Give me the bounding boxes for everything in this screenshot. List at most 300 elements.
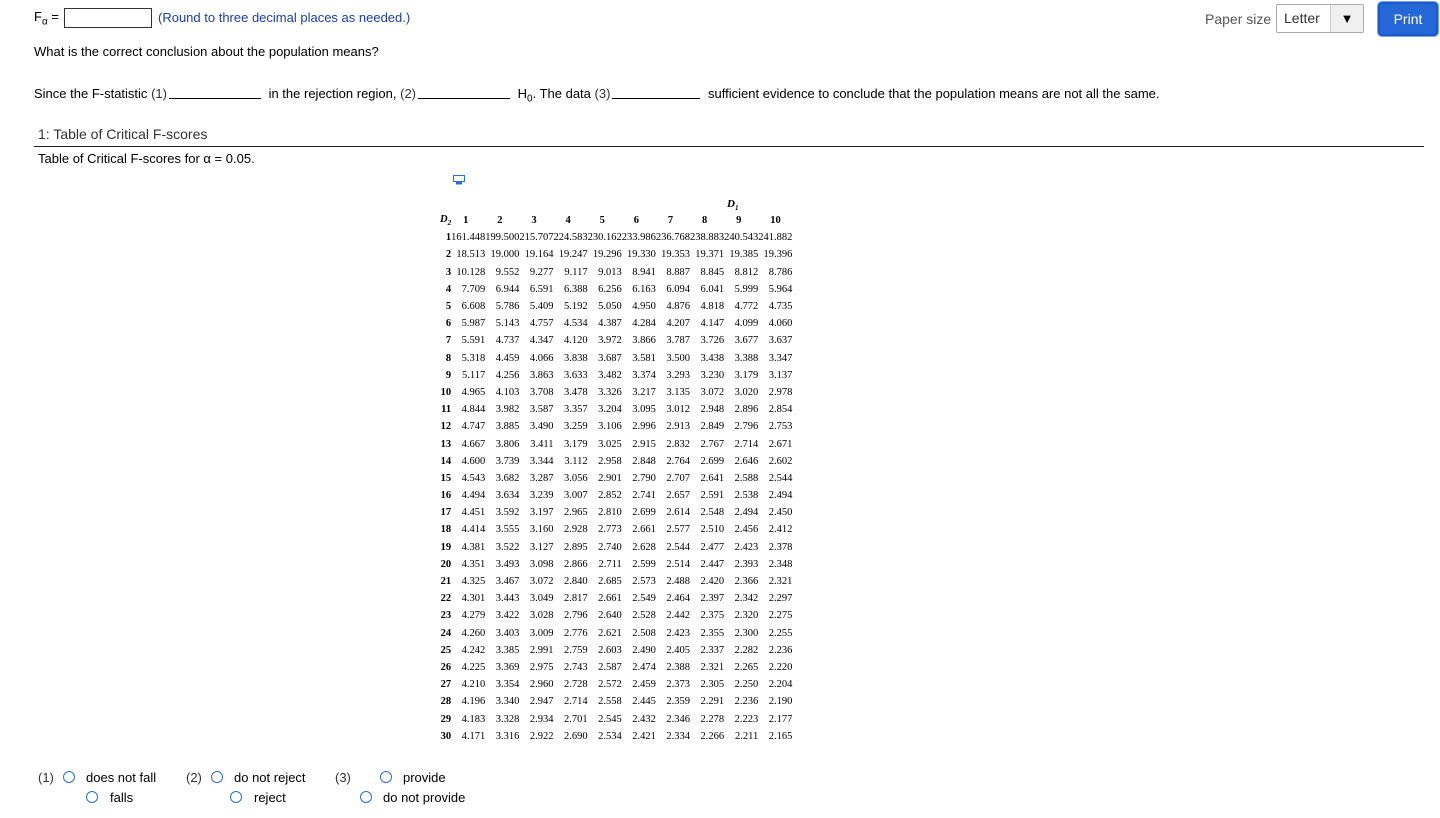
h0-symbol: $H_0$: [517, 86, 533, 105]
row-header-df: 18: [440, 524, 452, 536]
table-cell: 2.740: [598, 541, 622, 553]
table-cell: 18.513: [456, 249, 486, 261]
table-cell: 4.103: [495, 386, 520, 398]
table-cell: 4.120: [563, 335, 588, 347]
table-cell: 2.412: [768, 524, 793, 536]
table-cell: 4.950: [632, 301, 656, 313]
table-cell: 9.013: [598, 266, 622, 278]
row-header-df: 6: [445, 318, 452, 330]
table-cell: 2.603: [598, 644, 622, 656]
table-cell: 2.348: [768, 558, 793, 570]
table-row: [440, 453, 792, 470]
column-header: 7: [667, 215, 674, 227]
table-cell: 2.646: [734, 455, 759, 467]
column-header: 9: [736, 215, 742, 227]
table-row: [440, 367, 792, 384]
table-cell: 2.397: [700, 593, 725, 605]
table-cell: 3.020: [734, 386, 759, 398]
table-cell: 2.849: [700, 421, 725, 433]
table-cell: 4.147: [700, 318, 725, 330]
table-cell: 3.344: [529, 455, 554, 467]
table-cell: 3.806: [495, 438, 520, 450]
table-cell: 2.996: [632, 421, 656, 433]
table-cell: 19.353: [661, 249, 690, 261]
table-cell: 4.279: [461, 610, 486, 622]
table-cell: 2.588: [734, 472, 759, 484]
table-cell: 5.591: [461, 335, 486, 347]
table-row: [440, 728, 792, 745]
table-cell: 3.739: [495, 455, 520, 467]
blank-marker-3: (3): [594, 86, 611, 101]
table-cell: 19.000: [490, 249, 520, 261]
table-cell: 3.135: [666, 386, 690, 398]
table-cell: 3.072: [700, 386, 725, 398]
table-row: [440, 246, 792, 263]
table-cell: 2.901: [598, 472, 622, 484]
table-cell: 2.548: [700, 507, 725, 519]
table-cell: 5.409: [529, 301, 554, 313]
table-cell: 4.381: [461, 541, 486, 553]
row-header-df: 16: [440, 490, 452, 502]
table-cell: 4.459: [495, 352, 520, 364]
table-cell: 6.041: [700, 283, 725, 295]
table-cell: 2.848: [632, 455, 656, 467]
table-cell: 2.773: [598, 524, 622, 536]
row-header-df: 5: [445, 301, 452, 313]
table-cell: 5.050: [598, 301, 622, 313]
sentence-part-3: . The data: [532, 86, 591, 101]
table-cell: 2.947: [529, 696, 554, 708]
table-cell: 2.420: [700, 576, 725, 588]
option-do-not-provide[interactable]: do not provide: [383, 790, 466, 805]
table-cell: 2.510: [700, 524, 725, 536]
table-cell: 3.230: [700, 369, 725, 381]
table-cell: 2.810: [598, 507, 622, 519]
table-cell: 2.405: [666, 644, 690, 656]
table-cell: 5.143: [495, 318, 520, 330]
table-body: [440, 229, 792, 745]
row-header-df: 1: [445, 232, 452, 244]
table-cell: 161.448: [451, 232, 486, 244]
column-header: 10: [770, 215, 781, 227]
table-cell: 3.438: [700, 352, 725, 364]
table-cell: 2.514: [666, 558, 690, 570]
radio-does-not-fall[interactable]: [63, 771, 75, 783]
table-cell: 2.474: [632, 661, 656, 673]
question-text: What is the correct conclusion about the population means?: [34, 44, 379, 59]
table-row: [440, 710, 792, 727]
table-cell: 2.928: [563, 524, 588, 536]
table-cell: 2.538: [734, 490, 759, 502]
radio-provide[interactable]: [380, 771, 392, 783]
table-cell: 6.094: [666, 283, 690, 295]
table-cell: 3.112: [564, 455, 588, 467]
row-header-df: 17: [440, 507, 452, 519]
option-do-not-reject[interactable]: do not reject: [234, 770, 306, 785]
table-cell: 10.128: [456, 266, 486, 278]
table-cell: 3.179: [563, 438, 588, 450]
paper-size-select[interactable]: [1276, 4, 1364, 33]
table-cell: 2.423: [666, 627, 690, 639]
table-cell: 2.991: [529, 644, 554, 656]
table-cell: 4.387: [598, 318, 622, 330]
row-header-df: 24: [440, 627, 452, 639]
option-falls[interactable]: falls: [110, 790, 134, 805]
table-cell: 3.493: [495, 558, 520, 570]
table-row: [440, 590, 792, 607]
table-cell: 241.882: [758, 232, 793, 244]
table-cell: 3.347: [768, 352, 793, 364]
table-cell: 2.236: [768, 644, 793, 656]
table-cell: 2.896: [734, 404, 759, 416]
row-header-df: 7: [445, 335, 452, 347]
table-cell: 2.707: [666, 472, 690, 484]
table-cell: 2.699: [632, 507, 656, 519]
table-cell: 2.321: [700, 661, 725, 673]
table-cell: 4.543: [461, 472, 486, 484]
row-header-df: 27: [440, 679, 452, 691]
table-cell: 2.442: [666, 610, 690, 622]
table-cell: 2.236: [734, 696, 759, 708]
table-cell: 6.608: [461, 301, 486, 313]
blank-marker-2: (2): [400, 86, 417, 101]
table-cell: 2.948: [700, 404, 725, 416]
table-cell: 2.714: [563, 696, 588, 708]
f-score-grid: [440, 212, 792, 745]
table-cell: 2.711: [598, 558, 622, 570]
table-cell: 2.375: [700, 610, 725, 622]
row-header-df: 20: [440, 558, 452, 570]
table-cell: 2.854: [768, 404, 793, 416]
blank-3[interactable]: [612, 88, 700, 99]
print-button[interactable]: Print: [1378, 2, 1438, 36]
table-cell: 2.591: [700, 490, 725, 502]
row-header-df: 26: [440, 661, 452, 673]
radio-do-not-provide[interactable]: [360, 791, 372, 803]
table-cell: 2.753: [768, 421, 793, 433]
option-group-1-label: (1): [38, 770, 54, 785]
table-cell: 2.602: [768, 455, 793, 467]
row-header-df: 3: [445, 266, 452, 278]
table-row: [440, 281, 792, 298]
conclusion-sentence: [34, 86, 1160, 105]
table-cell: 8.812: [734, 266, 759, 278]
row-header-df: 19: [440, 541, 452, 553]
d1-label: $D_1$: [727, 198, 739, 213]
table-row: [440, 384, 792, 401]
table-cell: 19.385: [729, 249, 759, 261]
f-alpha-label: $F_\alpha$ =: [34, 9, 59, 28]
table-cell: 3.137: [768, 369, 793, 381]
table-cell: 3.357: [563, 404, 588, 416]
table-row: [440, 504, 792, 521]
table-cell: 2.621: [598, 627, 622, 639]
table-row: [440, 539, 792, 556]
table-cell: 2.796: [734, 421, 759, 433]
table-cell: 2.965: [563, 507, 588, 519]
table-cell: 4.876: [666, 301, 690, 313]
table-cell: 2.544: [768, 472, 793, 484]
row-header-df: 30: [440, 730, 452, 742]
table-cell: 3.422: [495, 610, 520, 622]
table-cell: 3.403: [495, 627, 520, 639]
table-row: [440, 693, 792, 710]
column-header: 4: [565, 215, 571, 227]
table-cell: 19.330: [626, 249, 656, 261]
table-cell: 4.183: [461, 713, 486, 725]
table-cell: 9.277: [529, 266, 554, 278]
table-row: [440, 418, 792, 435]
row-header-df: 22: [440, 593, 452, 605]
table-cell: 2.211: [734, 730, 759, 742]
table-cell: 2.456: [734, 524, 759, 536]
f-alpha-answer-input[interactable]: [64, 8, 152, 28]
table-cell: 2.477: [700, 541, 725, 553]
table-cell: 4.301: [461, 593, 486, 605]
table-cell: 3.708: [529, 386, 554, 398]
table-cell: 2.958: [598, 455, 622, 467]
table-cell: 2.934: [529, 713, 554, 725]
table-cell: 2.913: [666, 421, 690, 433]
rounding-note: (Round to three decimal places as needed.): [158, 10, 411, 25]
table-cell: 3.049: [529, 593, 554, 605]
table-cell: 2.549: [632, 593, 656, 605]
table-cell: 3.025: [598, 438, 622, 450]
table-cell: 3.106: [598, 421, 622, 433]
table-cell: 2.701: [563, 713, 588, 725]
table-cell: 19.371: [695, 249, 725, 261]
radio-do-not-reject[interactable]: [211, 771, 223, 783]
table-cell: 2.922: [529, 730, 554, 742]
table-cell: 3.637: [768, 335, 793, 347]
table-cell: 2.759: [563, 644, 588, 656]
table-cell: 2.628: [632, 541, 656, 553]
option-group-2-label: (2): [186, 770, 202, 785]
table-cell: 6.388: [563, 283, 588, 295]
blank-2[interactable]: [418, 88, 510, 99]
table-cell: 3.587: [529, 404, 554, 416]
table-cell: 2.450: [768, 507, 793, 519]
table-cell: 3.478: [563, 386, 588, 398]
table-cell: 4.242: [461, 644, 486, 656]
table-cell: 3.972: [598, 335, 622, 347]
table-cell: 4.737: [495, 335, 520, 347]
table-cell: 4.260: [461, 627, 486, 639]
table-cell: 3.522: [495, 541, 520, 553]
table-cell: 2.223: [734, 713, 759, 725]
table-cell: 4.965: [461, 386, 486, 398]
table-cell: 4.225: [461, 661, 486, 673]
table-cell: 2.671: [768, 438, 793, 450]
table-cell: 3.726: [700, 335, 725, 347]
radio-reject[interactable]: [230, 791, 242, 803]
table-cell: 3.009: [529, 627, 554, 639]
row-header-df: 25: [440, 644, 452, 656]
table-cell: 2.960: [529, 679, 554, 691]
table-cell: 2.832: [666, 438, 690, 450]
table-row: [440, 625, 792, 642]
table-cell: 2.300: [734, 627, 759, 639]
table-cell: 19.164: [524, 249, 554, 261]
column-header: 6: [633, 215, 639, 227]
row-header-df: 4: [445, 283, 452, 295]
table-cell: 5.192: [563, 301, 588, 313]
table-cell: 4.494: [461, 490, 486, 502]
table-cell: 2.494: [734, 507, 759, 519]
table-cell: 2.266: [700, 730, 725, 742]
row-header-df: 8: [445, 352, 452, 364]
option-does-not-fall[interactable]: does not fall: [86, 770, 157, 785]
row-header-df: 28: [440, 696, 452, 708]
table-cell: 4.171: [461, 730, 486, 742]
table-cell: 3.787: [666, 335, 690, 347]
row-header-df: 21: [440, 576, 452, 588]
option-reject[interactable]: reject: [254, 790, 286, 805]
option-provide[interactable]: provide: [403, 770, 446, 785]
table-cell: 3.863: [529, 369, 554, 381]
table-cell: 4.196: [461, 696, 486, 708]
blank-1[interactable]: [169, 88, 261, 99]
table-cell: 2.334: [666, 730, 690, 742]
table-cell: 2.661: [598, 593, 622, 605]
row-header-df: 2: [445, 249, 452, 261]
table-cell: 2.573: [632, 576, 656, 588]
table-cell: 2.320: [734, 610, 759, 622]
table-cell: 233.986: [621, 232, 656, 244]
table-cell: 2.321: [768, 576, 793, 588]
table-cell: 3.982: [495, 404, 520, 416]
copy-table-icon[interactable]: [453, 175, 465, 185]
row-header-df: 10: [440, 386, 452, 398]
sentence-part-2: in the rejection region,: [268, 86, 397, 101]
table-cell: 3.072: [529, 576, 554, 588]
table-cell: 2.714: [734, 438, 759, 450]
radio-falls[interactable]: [86, 791, 98, 803]
sentence-part-4: sufficient evidence to conclude that the population means are not all the same.: [708, 86, 1160, 101]
column-header-row: [440, 212, 792, 229]
table-cell: 19.396: [763, 249, 793, 261]
table-cell: 3.239: [529, 490, 554, 502]
table-cell: 2.614: [666, 507, 690, 519]
row-header-df: 9: [445, 369, 452, 381]
table-cell: 3.012: [666, 404, 690, 416]
table-cell: 4.667: [461, 438, 486, 450]
table-cell: 2.464: [666, 593, 690, 605]
table-cell: 4.757: [529, 318, 554, 330]
table-row: [440, 229, 792, 246]
sentence-part-1: Since the F-statistic: [34, 86, 148, 101]
table-cell: 8.786: [768, 266, 793, 278]
table-row: [440, 556, 792, 573]
table-cell: 2.728: [563, 679, 588, 691]
table-cell: 2.342: [734, 593, 759, 605]
table-cell: 4.347: [529, 335, 554, 347]
table-cell: 8.941: [632, 266, 656, 278]
table-cell: 3.316: [495, 730, 520, 742]
table-cell: 3.490: [529, 421, 554, 433]
table-row: [440, 487, 792, 504]
table-cell: 3.388: [734, 352, 759, 364]
table-cell: 2.895: [563, 541, 588, 553]
table-cell: 2.490: [632, 644, 656, 656]
table-cell: 3.500: [666, 352, 690, 364]
table-cell: 2.852: [598, 490, 622, 502]
table-cell: 2.388: [666, 661, 690, 673]
table-cell: 2.265: [734, 661, 759, 673]
table-cell: 3.592: [495, 507, 520, 519]
table-cell: 2.975: [529, 661, 554, 673]
table-cell: 2.220: [768, 661, 793, 673]
table-cell: 3.555: [495, 524, 520, 536]
table-cell: 2.767: [700, 438, 725, 450]
column-header: 1: [463, 215, 469, 227]
row-header-df: 11: [441, 404, 452, 416]
row-header-df: 14: [440, 455, 452, 467]
table-cell: 3.385: [495, 644, 520, 656]
column-header: 3: [531, 215, 537, 227]
table-row: [440, 607, 792, 624]
table-cell: 4.534: [563, 318, 588, 330]
table-cell: 3.467: [495, 576, 520, 588]
table-cell: 2.165: [768, 730, 793, 742]
table-cell: 2.790: [632, 472, 656, 484]
table-cell: 3.482: [598, 369, 622, 381]
table-cell: 2.459: [632, 679, 656, 691]
table-cell: 4.351: [461, 558, 486, 570]
option-group-3-label: (3): [335, 770, 351, 785]
table-cell: 3.259: [563, 421, 588, 433]
table-cell: 3.328: [495, 713, 520, 725]
table-cell: 2.534: [598, 730, 622, 742]
table-cell: 2.690: [563, 730, 588, 742]
table-cell: 5.964: [768, 283, 793, 295]
table-cell: 230.162: [587, 232, 622, 244]
table-cell: 2.337: [700, 644, 725, 656]
table-cell: 19.296: [592, 249, 622, 261]
table-cell: 2.796: [563, 610, 588, 622]
table-cell: 2.978: [768, 386, 793, 398]
table-cell: 3.217: [632, 386, 656, 398]
paper-size-value: Letter: [1284, 10, 1320, 26]
table-cell: 9.117: [564, 266, 588, 278]
table-cell: 199.500: [485, 232, 520, 244]
table-cell: 2.840: [563, 576, 588, 588]
column-header: 8: [701, 215, 708, 227]
table-cell: 2.743: [563, 661, 588, 673]
table-cell: 2.577: [666, 524, 690, 536]
column-header: 2: [497, 215, 503, 227]
table-row: [440, 435, 792, 452]
table-cell: 3.028: [529, 610, 554, 622]
table-cell: 2.572: [598, 679, 622, 691]
table-cell: 3.885: [495, 421, 520, 433]
table-cell: 6.591: [529, 283, 554, 295]
d2-label: $D_2$: [440, 214, 452, 228]
table-cell: 2.447: [700, 558, 725, 570]
table-cell: 4.284: [632, 318, 656, 330]
table-cell: 2.494: [768, 490, 793, 502]
row-header-df: 12: [440, 421, 452, 433]
table-cell: 4.207: [666, 318, 690, 330]
blank-marker-1: (1): [151, 86, 167, 101]
table-row: [440, 659, 792, 676]
table-cell: 4.818: [700, 301, 725, 313]
table-cell: 2.657: [666, 490, 690, 502]
table-cell: 5.786: [495, 301, 520, 313]
table-cell: 2.528: [632, 610, 656, 622]
section-divider: [34, 146, 1424, 147]
table-cell: 7.709: [461, 283, 486, 295]
